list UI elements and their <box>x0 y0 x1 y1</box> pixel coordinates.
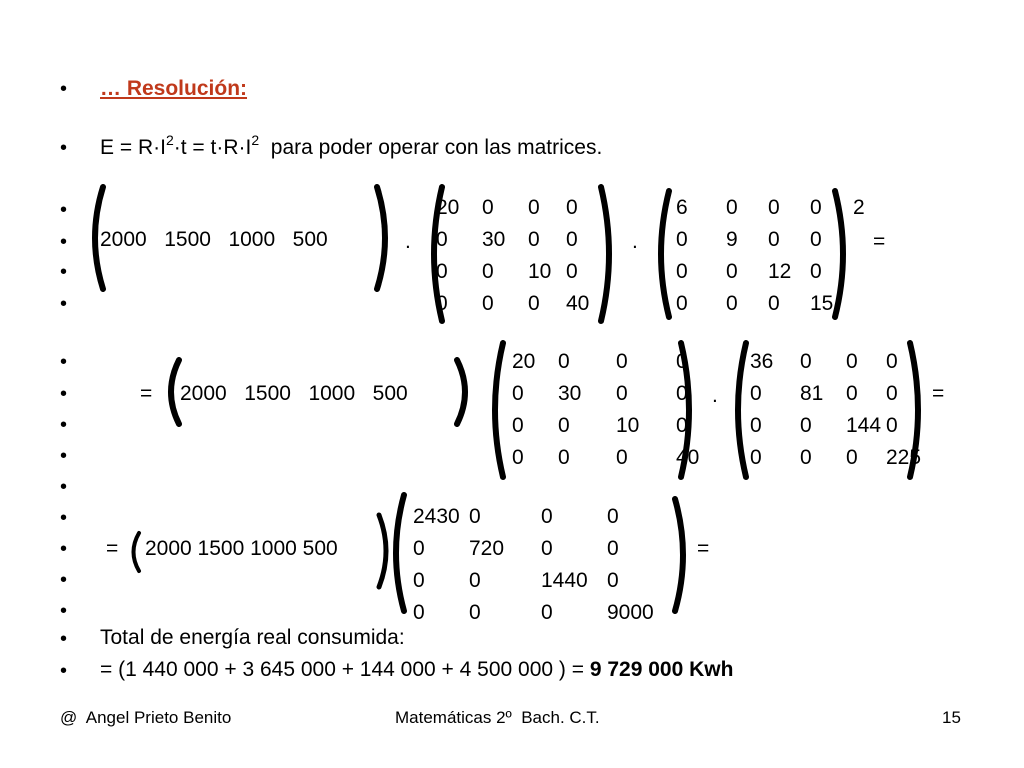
matrix-cell: 0 <box>566 260 578 283</box>
matrix-cell: 0 <box>413 569 425 592</box>
formula-part-2: ·t = t·R·I <box>173 136 252 159</box>
footer-page-number: 15 <box>942 708 961 727</box>
matrix-cell: 0 <box>528 228 540 251</box>
matrix-cell: 0 <box>676 260 688 283</box>
matrix-cell: 0 <box>846 350 858 373</box>
matrix-cell: 0 <box>886 414 898 437</box>
matrix-cell: 6 <box>676 196 688 219</box>
step2-row-vector: 2000 1500 1000 500 <box>180 382 408 405</box>
matrix-cell: 0 <box>676 292 688 315</box>
step2-dot: . <box>712 384 718 407</box>
matrix-cell: 0 <box>846 446 858 469</box>
matrix-cell: 40 <box>676 446 700 469</box>
matrix-cell: 0 <box>810 228 822 251</box>
right-paren <box>670 496 694 614</box>
step3-equals: = <box>697 537 710 560</box>
matrix-cell: 0 <box>566 228 578 251</box>
matrix-cell: 0 <box>482 196 494 219</box>
matrix-cell: 0 <box>558 414 570 437</box>
matrix-cell: 0 <box>512 382 524 405</box>
bullet-marker: • <box>60 569 68 591</box>
matrix-cell: 0 <box>436 292 448 315</box>
matrix-cell: 0 <box>886 382 898 405</box>
matrix-cell: 0 <box>616 350 628 373</box>
bullet-marker: • <box>60 383 68 405</box>
matrix-cell: 0 <box>413 537 425 560</box>
matrix-cell: 0 <box>800 350 812 373</box>
matrix-cell: 0 <box>512 414 524 437</box>
matrix-cell: 0 <box>607 569 619 592</box>
left-paren <box>124 530 144 574</box>
bullet-marker: • <box>60 261 68 283</box>
step1-equals: = <box>873 230 886 253</box>
step3-equals-lead: = <box>106 537 119 560</box>
matrix-cell: 0 <box>616 446 628 469</box>
matrix-cell: 225 <box>886 446 922 469</box>
formula-superscript-1: 2 <box>165 132 174 148</box>
matrix-cell: 20 <box>436 196 460 219</box>
matrix-cell: 0 <box>469 601 481 624</box>
matrix-cell: 0 <box>676 414 688 437</box>
matrix-cell: 0 <box>768 228 780 251</box>
step1-dot-2: . <box>632 230 638 253</box>
matrix-cell: 0 <box>750 446 762 469</box>
matrix-cell: 10 <box>616 414 640 437</box>
matrix-cell: 20 <box>512 350 536 373</box>
matrix-cell: 0 <box>469 505 481 528</box>
bullet-marker: • <box>60 231 68 253</box>
matrix-cell: 0 <box>726 292 738 315</box>
matrix-cell: 0 <box>886 350 898 373</box>
matrix-cell: 0 <box>768 292 780 315</box>
bullet-marker: • <box>60 600 68 622</box>
matrix-cell: 0 <box>541 537 553 560</box>
heading: … Resolución: <box>100 77 248 100</box>
matrix-cell: 0 <box>558 350 570 373</box>
bullet-marker: • <box>60 445 68 467</box>
matrix-cell: 0 <box>482 292 494 315</box>
matrix-cell: 0 <box>528 196 540 219</box>
matrix-cell: 0 <box>726 260 738 283</box>
matrix-cell: 10 <box>528 260 552 283</box>
matrix-cell: 0 <box>616 382 628 405</box>
right-paren <box>676 340 700 480</box>
matrix-cell: 2430 <box>413 505 460 528</box>
right-paren <box>905 340 929 480</box>
footer-author: @ Angel Prieto Benito <box>60 708 232 727</box>
matrix-cell: 0 <box>482 260 494 283</box>
total-result: 9 729 000 Kwh <box>589 658 734 681</box>
bullet-marker: • <box>60 476 68 498</box>
matrix-cell: 0 <box>800 446 812 469</box>
left-paren <box>650 188 674 320</box>
right-paren <box>372 184 396 292</box>
matrix-cell: 0 <box>607 537 619 560</box>
matrix-cell: 0 <box>566 196 578 219</box>
left-paren <box>727 340 751 480</box>
bullet-marker: • <box>60 660 68 682</box>
bullet-marker: • <box>60 538 68 560</box>
matrix-cell: 0 <box>469 569 481 592</box>
matrix-cell: 0 <box>607 505 619 528</box>
matrix-cell: 0 <box>558 446 570 469</box>
matrix-cell: 0 <box>750 414 762 437</box>
matrix-cell: 0 <box>676 382 688 405</box>
step1-dot-1: . <box>405 230 411 253</box>
matrix-cell: 81 <box>800 382 824 405</box>
matrix-cell: 36 <box>750 350 774 373</box>
bullet-marker: • <box>60 351 68 373</box>
matrix-cell: 0 <box>676 350 688 373</box>
matrix-cell: 0 <box>528 292 540 315</box>
matrix-cell: 720 <box>469 537 505 560</box>
total-label: Total de energía real consumida: <box>100 626 405 649</box>
bullet-marker: • <box>60 78 68 100</box>
step1-power: 2 <box>853 196 865 219</box>
bullet-marker: • <box>60 137 68 159</box>
matrix-cell: 0 <box>676 228 688 251</box>
matrix-cell: 0 <box>436 260 448 283</box>
total-line <box>100 658 733 682</box>
matrix-cell: 144 <box>846 414 882 437</box>
matrix-cell: 0 <box>413 601 425 624</box>
bullet-marker: • <box>60 414 68 436</box>
matrix-cell: 0 <box>512 446 524 469</box>
step2-equals-lead: = <box>140 382 153 405</box>
formula-part-3: para poder operar con las matrices. <box>259 136 603 159</box>
matrix-cell: 9 <box>726 228 738 251</box>
matrix-cell: 1440 <box>541 569 588 592</box>
matrix-cell: 0 <box>750 382 762 405</box>
matrix-cell: 0 <box>768 196 780 219</box>
left-paren <box>385 492 409 614</box>
step1-row-vector: 2000 1500 1000 500 <box>100 228 328 251</box>
footer-course: Matemáticas 2º Bach. C.T. <box>395 708 600 727</box>
matrix-cell: 12 <box>768 260 792 283</box>
matrix-cell: 30 <box>482 228 506 251</box>
matrix-cell: 0 <box>541 601 553 624</box>
formula-superscript-2: 2 <box>251 132 260 148</box>
matrix-cell: 15 <box>810 292 834 315</box>
left-paren <box>484 340 508 480</box>
matrix-cell: 0 <box>726 196 738 219</box>
formula-part-1: E = R·I <box>100 136 166 159</box>
matrix-cell: 0 <box>810 196 822 219</box>
matrix-cell: 0 <box>800 414 812 437</box>
matrix-cell: 0 <box>541 505 553 528</box>
matrix-cell: 0 <box>810 260 822 283</box>
bullet-marker: • <box>60 199 68 221</box>
matrix-cell: 9000 <box>607 601 654 624</box>
matrix-cell: 0 <box>846 382 858 405</box>
total-expression: = (1 440 000 + 3 645 000 + 144 000 + 4 500 000 ) = <box>100 658 590 681</box>
bullet-marker: • <box>60 507 68 529</box>
step2-equals: = <box>932 382 945 405</box>
step3-row-vector: 2000 1500 1000 500 <box>145 537 338 560</box>
matrix-cell: 0 <box>436 228 448 251</box>
right-paren <box>452 357 476 427</box>
matrix-cell: 40 <box>566 292 590 315</box>
right-paren <box>830 188 854 320</box>
bullet-marker: • <box>60 628 68 650</box>
formula-line <box>100 132 603 160</box>
bullet-marker: • <box>60 293 68 315</box>
right-paren <box>596 184 620 324</box>
matrix-cell: 30 <box>558 382 582 405</box>
